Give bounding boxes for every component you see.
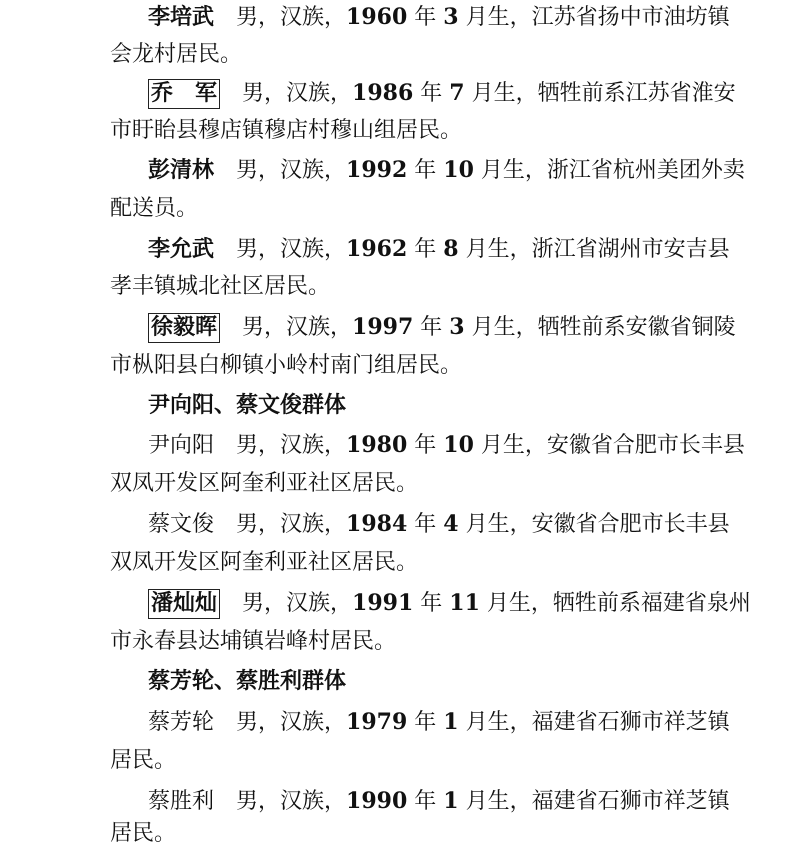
birth-year: 1986	[352, 80, 414, 106]
entry-line	[0, 76, 793, 110]
entry-text: 年	[407, 5, 444, 30]
person-name: 李培武	[148, 5, 215, 30]
person-name: 尹向阳	[148, 433, 215, 458]
entry-text: 男，汉族，	[236, 5, 347, 30]
entry-line	[0, 507, 793, 541]
entry-line	[0, 428, 793, 462]
entry-continuation: 居民。	[110, 821, 177, 846]
birth-year: 1990	[346, 788, 408, 814]
entry-continuation: 市盱眙县穆店镇穆店村穆山组居民。	[110, 118, 463, 143]
birth-month: 1	[443, 709, 459, 735]
entry-text: 年	[407, 710, 444, 735]
entry-text: 月生，牺牲前系福建省泉州	[479, 591, 751, 616]
group-heading: 尹向阳、蔡文俊群体	[148, 393, 347, 418]
entry-text: 男，汉族，	[236, 237, 347, 262]
entry-text: 月生，福建省石狮市祥芝镇	[458, 710, 730, 735]
person-name: 蔡芳轮	[148, 710, 215, 735]
birth-month: 7	[449, 80, 465, 106]
entry-text: 月生，牺牲前系江苏省淮安	[464, 81, 736, 106]
birth-year: 1991	[352, 590, 414, 616]
entry-continuation: 会龙村居民。	[110, 42, 243, 67]
person-name: 蔡胜利	[148, 789, 215, 814]
entry-text: 月生，安徽省合肥市长丰县	[458, 512, 730, 537]
person-name: 彭清林	[148, 158, 215, 183]
entry-line	[0, 310, 793, 344]
birth-year: 1984	[346, 511, 408, 537]
entry-text: 年	[407, 433, 444, 458]
entry-text: 男，汉族，	[236, 158, 347, 183]
entry-text: 男，汉族，	[242, 315, 353, 340]
birth-month: 10	[443, 432, 474, 458]
entry-text: 月生，浙江省杭州美团外卖	[473, 158, 745, 183]
entry-text: 男，汉族，	[236, 433, 347, 458]
birth-year: 1960	[346, 4, 408, 30]
entry-continuation: 配送员。	[110, 196, 199, 221]
entry-text: 年	[413, 315, 450, 340]
birth-year: 1979	[346, 709, 408, 735]
entry-text: 年	[413, 591, 450, 616]
birth-month: 3	[449, 314, 465, 340]
entry-text: 男，汉族，	[242, 81, 353, 106]
person-name-boxed: 徐毅晖	[148, 313, 220, 343]
birth-month: 8	[443, 236, 459, 262]
birth-month: 10	[443, 157, 474, 183]
entry-text: 男，汉族，	[236, 710, 347, 735]
entry-text: 月生，江苏省扬中市油坊镇	[458, 5, 730, 30]
group-heading: 蔡芳轮、蔡胜利群体	[148, 669, 347, 694]
entry-continuation: 双凤开发区阿奎利亚社区居民。	[110, 550, 419, 575]
entry-continuation: 双凤开发区阿奎利亚社区居民。	[110, 471, 419, 496]
entry-text: 男，汉族，	[236, 789, 347, 814]
entry-text: 年	[407, 512, 444, 537]
entry-line	[0, 586, 793, 620]
entry-text: 年	[407, 158, 444, 183]
birth-year: 1980	[346, 432, 408, 458]
person-name: 蔡文俊	[148, 512, 215, 537]
entry-text: 男，汉族，	[236, 512, 347, 537]
entry-line	[0, 232, 793, 266]
entry-continuation: 居民。	[110, 748, 177, 773]
entry-text: 年	[407, 237, 444, 262]
birth-year: 1992	[346, 157, 408, 183]
entry-continuation: 市枞阳县白柳镇小岭村南门组居民。	[110, 353, 463, 378]
entry-text: 月生，浙江省湖州市安吉县	[458, 237, 730, 262]
person-name-boxed: 潘灿灿	[148, 589, 220, 619]
birth-month: 1	[443, 788, 459, 814]
entry-text: 月生，福建省石狮市祥芝镇	[458, 789, 730, 814]
entry-line	[0, 784, 793, 818]
birth-month: 3	[443, 4, 459, 30]
person-name: 李允武	[148, 237, 215, 262]
birth-month: 11	[449, 590, 480, 616]
entry-line	[0, 0, 793, 34]
entry-text: 男，汉族，	[242, 591, 353, 616]
entry-line	[0, 705, 793, 739]
entry-text: 年	[407, 789, 444, 814]
entry-line	[0, 153, 793, 187]
entry-text: 月生，牺牲前系安徽省铜陵	[464, 315, 736, 340]
birth-year: 1997	[352, 314, 414, 340]
entry-continuation: 孝丰镇城北社区居民。	[110, 274, 331, 299]
birth-month: 4	[443, 511, 459, 537]
birth-year: 1962	[346, 236, 408, 262]
entry-text: 年	[413, 81, 450, 106]
entry-text: 月生，安徽省合肥市长丰县	[473, 433, 745, 458]
entry-continuation: 市永春县达埔镇岩峰村居民。	[110, 629, 397, 654]
person-name-boxed: 乔 军	[148, 79, 220, 109]
